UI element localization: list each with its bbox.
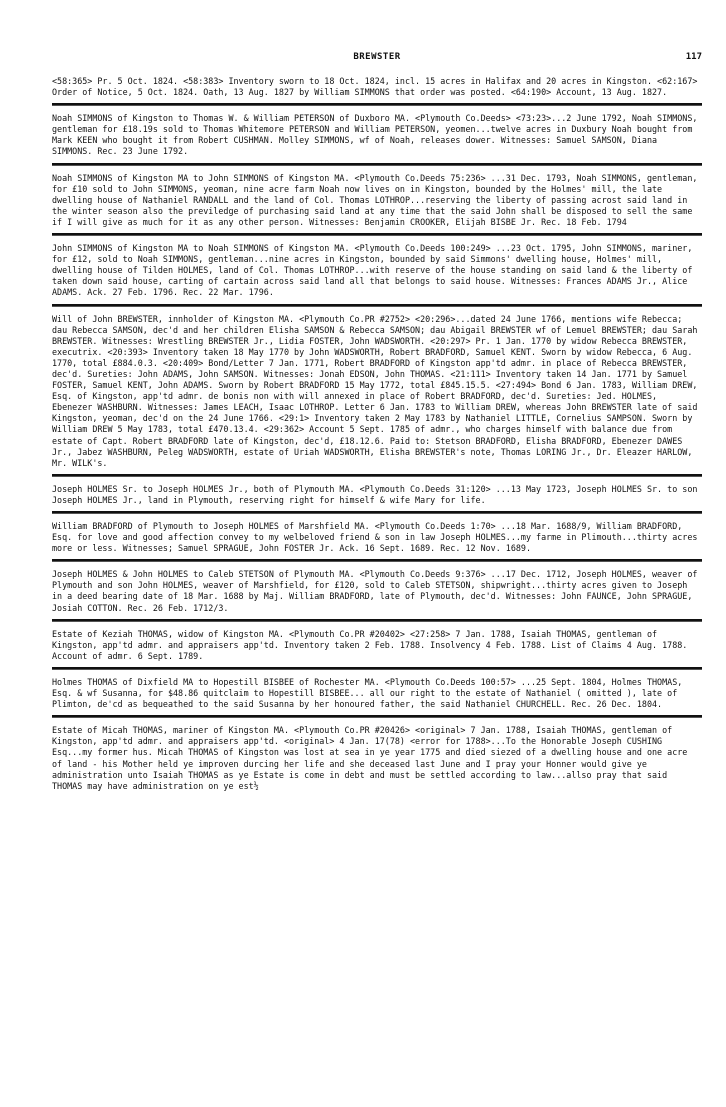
entry-text: Joseph HOLMES & John HOLMES to Caleb STETSON of Plymouth MA. <Plymouth Co.Deeds 9:376> ...17 Dec. 1712, Joseph HOLMES, weaver of Plymouth and son John HOLMES, weaver of Marshfield, for £120, sold to Caleb STETSON, shipwright...thirty acres given to Joseph in a deed bearing date of 18 Mar. 1688 by Maj. William BRADFORD, late of Plymouth, dec'd. Witnesses: John FAUNCE, John SPRAGUE, Josiah COTTON. Rec. 26 Feb. 1712/3. xyxy=(52,569,698,613)
entry-probate-continuation xyxy=(52,72,702,101)
page-number: 117 xyxy=(685,52,702,62)
divider xyxy=(52,511,702,514)
entry-deed xyxy=(52,565,702,616)
entry-text: Estate of Keziah THOMAS, widow of Kingston MA. <Plymouth Co.PR #20402> <27:258> 7 Jan. 1788, Isaiah THOMAS, gentleman of Kingston, app'td admr. and appraisers app'td. Inventory taken 2 Feb. 1788. Insolvency 4 Feb. 1788. List of Claims 4 Aug. 1788. Account of admr. 6 Sept. 1789. xyxy=(52,628,688,661)
entry-estate xyxy=(52,625,702,665)
divider xyxy=(52,163,702,166)
entry-deed xyxy=(52,109,702,160)
divider xyxy=(52,233,702,236)
entry-estate xyxy=(52,721,702,795)
divider xyxy=(52,619,702,622)
entry-text: Noah SIMMONS of Kingston MA to John SIMMONS of Kingston MA. <Plymouth Co.Deeds 75:236> ...31 Dec. 1793, Noah SIMMONS, gentleman, for £10 sold to John SIMMONS, yeoman, nine acre farm Noah now lives on in Kingston, bounded by the Holmes' mill, the late dwelling house of Nathaniel RANDALL and the land of Col. Thomas LOTHROP...reserving the liberty of passing acrost said land in the winter season also the previledge of purchasing said land at any time that the said John shall be disposed to sell the same if I will give as much for it as any other person. Witnesses: Benjamin CROOKER, Elijah BISBE Jr. Rec. 18 Feb. 1794 xyxy=(52,172,698,227)
entry-deed xyxy=(52,517,702,557)
entry-text: Holmes THOMAS of Dixfield MA to Hopestill BISBEE of Rochester MA. <Plymouth Co.Deeds 100:57> ...25 Sept. 1804, Holmes THOMAS, Esq. & wf Susanna, for $48.86 quitclaim to Hopestill BISBEE... all our right to the estate of Nathaniel ( omitted ), late of Plimton, de'cd as bequeathed to the said Susanna by her honoured father, the said Nathaniel CHURCHELL. Rec. 26 Dec. 1804. xyxy=(52,676,683,710)
entry-text: Joseph HOLMES Sr. to Joseph HOLMES Jr., both of Plymouth MA. <Plymouth Co.Deeds 31:120> ...13 May 1723, Joseph HOLMES Sr. to son Joseph HOLMES Jr., land in Plymouth, reserving right for himself & wife Mary for life. xyxy=(52,483,698,505)
entry-deed xyxy=(52,169,702,231)
divider xyxy=(52,304,702,307)
divider xyxy=(52,715,702,718)
entry-text: Noah SIMMONS of Kingston to Thomas W. & William PETERSON of Duxboro MA. <Plymouth Co.Deeds> <73:23>...2 June 1792, Noah SIMMONS, gentleman for £18.19s sold to Thomas Whitemore PETERSON and William PETERSON, yeomen...twelve acres in Duxbury Noah bought from Mark KEEN who bought it from Robert CUSHMAN. Molley SIMMONS, wf of Noah, releases dower. Witnesses: Samuel SAMSON, Diana SIMMONS. Rec. 23 June 1792. xyxy=(52,113,698,157)
entry-deed xyxy=(52,480,702,509)
entry-text: Estate of Micah THOMAS, mariner of Kingston MA. <Plymouth Co.PR #20426> <original> 7 Jan. 1788, Isaiah THOMAS, gentleman of Kingston, app'td admr. and appraisers app'td. <original> 4 Jan. 17(78) <error for 1788>...To the Honorable Joseph CUSHING Esq...my former hus. Micah THOMAS of Kingston was lost at sea in ye year 1775 and died siezed of a dwelling house and one acre of land - his Mother held ye improven durcing her life and she deceased last June and I pray your Honner would give ye administration unto Isaiah THOMAS as ye Estate is come in debt and must be settled according to law...allso pray that said THOMAS may have administration on ye est½ xyxy=(52,725,688,791)
divider xyxy=(52,559,702,562)
page-title: BREWSTER xyxy=(353,52,401,62)
entry-text: Will of John BREWSTER, innholder of Kingston MA. <Plymouth Co.PR #2752> <20:296>...dated 24 June 1766, mentions wife Rebecca; dau Rebecca SAMSON, dec'd and her children Elisha SAMSON & Rebecca SAMSON; dau Abigail BREWSTER wf of Lemuel BREWSTER; dau Sarah BREWSTER. Witnesses: Wrestling BREWSTER Jr., Lidia FOSTER, John WADSWORTH. <20:297> Pr. 1 Jan. 1770 by widow Rebecca BREWSTER, executrix. <20:393> Inventory taken 18 May 1770 by John WADSWORTH, Robert BRADFORD, Samuel KENT. Sworn by widow Rebecca, 6 Aug. 1770, total £884.0.3. <20:409> Bond/Letter 7 Jan. 1771, Robert BRADFORD of Kingston app'td admr. in place of Rebecca BREWSTER, dec'd. Sureties: John ADAMS, John SAMSON. Witnesses: Jonah EDSON, John THOMAS. <21:111> Inventory taken 14 Jan. 1771 by Samuel FOSTER, Samuel KENT, John ADAMS. Sworn by Robert BRADFORD 15 May 1772, total £845.15.5. <27:494> Bond 6 Jan. 1783, William DREW, Esq. of Kingston, app'td admr. de bonis non with will annexed in place of Robert BRADFORD, dec'd. Sureties: Jed. HOLMES, Ebenezer WASHBURN. Witnesses: James LEACH, Isaac LOTHROP. Letter 6 Jan. 1783 to William DREW, whereas John BREWSTER late of said Kingston, yeoman, dec'd on the 24 June 1766. <29:1> Inventory taken 2 May 1783 by Nathaniel LITTLE, Cornelius SAMPSON. Sworn by William DREW 5 May 1783, total £470.13.4. <29:362> Account 5 Sept. 1785 of admr., who charges himself with balance due from estate of Capt. Robert BRADFORD late of Kingston, dec'd, £18.12.6. Paid to: Stetson BRADFORD, Elisha BRADFORD, Ebenezer DAWES Jr., Jabez WASHBURN, Peleg WADSWORTH, estate of Uriah WADSWORTH, Elisha BREWSTER's note, Thomas LORING Jr., Dr. Eleazer HARLOW, Mr. WILK's. xyxy=(52,313,698,468)
divider xyxy=(52,474,702,477)
entry-deed xyxy=(52,239,702,301)
entry-text: William BRADFORD of Plymouth to Joseph HOLMES of Marshfield MA. <Plymouth Co.Deeds 1:70> ...18 Mar. 1688/9, William BRADFORD, Esq. for love and good affection convey to my welbeloved friend & son in law Joseph HOLMES...my farme in Plimouth...thirty acres more or less. Witnesses; Samuel SPRAGUE, John FOSTER Jr. Ack. 16 Sept. 1689. Rec. 12 Nov. 1689. xyxy=(52,521,698,554)
entry-will xyxy=(52,310,702,472)
running-head xyxy=(52,52,702,72)
divider xyxy=(52,103,702,106)
document-page xyxy=(0,52,726,1107)
entry-deed xyxy=(52,673,702,713)
entry-text: John SIMMONS of Kingston MA to Noah SIMMONS of Kingston MA. <Plymouth Co.Deeds 100:249> ...23 Oct. 1795, John SIMMONS, mariner, for £12, sold to Noah SIMMONS, gentleman...nine acres in Kingston, bounded by said Simmons' dwelling house, Holmes' mill, dwelling house of Tilden HOLMES, land of Col. Thomas LOTHROP...with reserve of the house standing on said land & the liberty of taken down said house, carting of cartain across said land all that belongs to said house. Witnesses: Frances ADAMS Jr., Alice ADAMS. Ack. 27 Feb. 1796. Rec. 22 Mar. 1796. xyxy=(52,243,693,298)
divider xyxy=(52,667,702,670)
entry-text: <58:365> Pr. 5 Oct. 1824. <58:383> Inventory sworn to 18 Oct. 1824, incl. 15 acres in Halifax and 20 acres in Kingston. <62:167> Order of Notice, 5 Oct. 1824. Oath, 13 Aug. 1827 by William SIMMONS that order was posted. <64:190> Account, 13 Aug. 1827. xyxy=(52,76,698,98)
